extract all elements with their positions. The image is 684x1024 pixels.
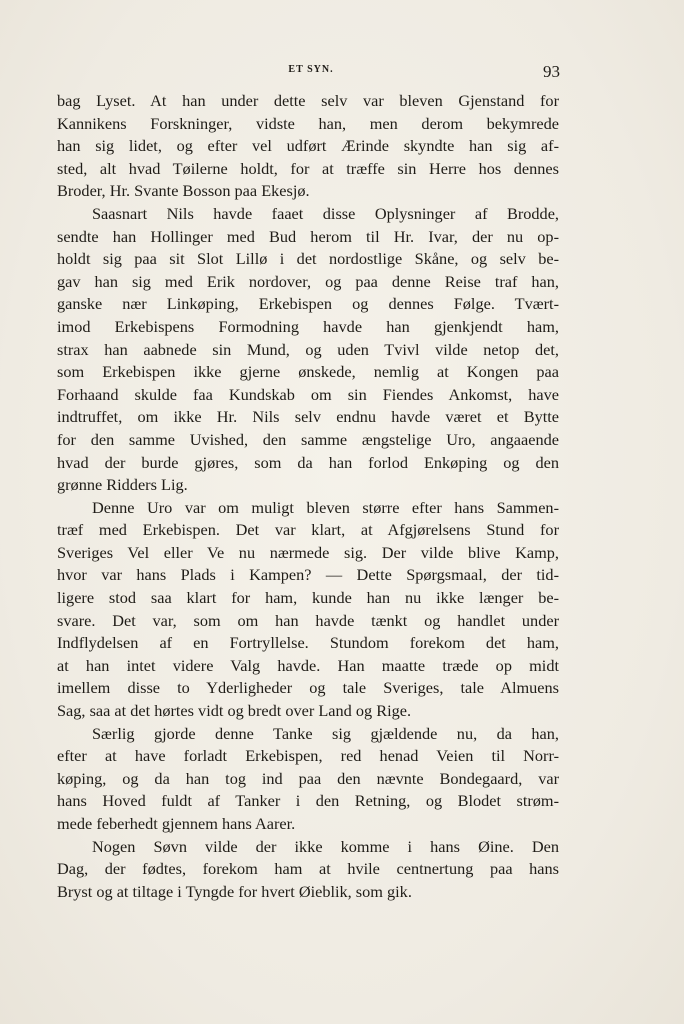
text-line: bag Lyset. At han under dette selv var bleven Gjenstand for [57, 91, 559, 110]
page-number: 93 [543, 62, 560, 81]
text-line: hvad der burde gjøres, som da han forlod Enkøping og den [57, 452, 559, 472]
paragraph-1 [57, 90, 559, 203]
text-line: Sveriges Vel eller Ve nu nærmede sig. Der vilde blive Kamp, [57, 542, 559, 562]
text-line: holdt sig paa sit Slot Lillø i det nordostlige Skåne, og selv be- [57, 249, 559, 269]
paragraph-4 [57, 723, 559, 836]
text-line: Særlig gjorde denne Tanke sig gjældende nu, da han, [92, 723, 559, 743]
paragraph-5 [57, 836, 559, 904]
text-line: Denne Uro var om muligt bleven større efter hans Sammen- [92, 497, 559, 517]
text-line: hvor var hans Plads i Kampen? — Dette Spørgsmaal, der tid- [57, 565, 559, 585]
text-line: mede feberhedt gjennem hans Aarer. [57, 814, 296, 833]
text-line: Sag, saa at det hørtes vidt og bredt over Land og Rige. [57, 701, 412, 721]
text-line: sted, alt hvad Tøilerne holdt, for at træffe sin Herre hos dennes [57, 158, 559, 178]
text-line: Saasnart Nils havde faaet disse Oplysninger af Brodde, [92, 203, 559, 223]
body-text [57, 90, 559, 903]
text-line: ganske nær Linkøping, Erkebispen og dennes Følge. Tvært- [57, 294, 559, 314]
text-line: Nogen Søvn vilde der ikke komme i hans Øine. Den [92, 836, 559, 856]
text-line: imellem disse to Yderligheder og tale Sveriges, tale Almuens [57, 678, 559, 698]
text-line: strax han aabnede sin Mund, og uden Tvivl vilde netop det, [57, 339, 559, 359]
text-line: for den samme Uvished, den samme ængstelige Uro, angaaende [57, 429, 559, 449]
text-line: køping, og da han tog ind paa den nævnte Bondegaard, var [57, 768, 559, 788]
text-line: Forhaand skulde faa Kundskab om sin Fiendes Ankomst, have [57, 384, 559, 404]
text-line: Broder, Hr. Svante Bosson paa Ekesjø. [57, 181, 310, 201]
text-line: imod Erkebispens Formodning havde han gjenkjendt ham, [57, 316, 559, 336]
paragraph-2 [57, 203, 559, 497]
text-line: Dag, der fødtes, forekom ham at hvile centnertung paa hans [57, 859, 559, 879]
text-line: ligere stod saa klart for ham, kunde han nu ikke længer be- [57, 588, 559, 608]
text-line: grønne Ridders Lig. [57, 475, 188, 495]
text-line: indtruffet, om ikke Hr. Nils selv endnu havde været et Bytte [57, 407, 559, 427]
text-line: hans Hoved fuldt af Tanker i den Retning, og Blodet strøm- [57, 791, 559, 811]
text-line: Indflydelsen af en Fortryllelse. Stundom forekom det ham, [57, 633, 559, 653]
text-line: efter at have forladt Erkebispen, red henad Veien til Norr- [57, 746, 559, 766]
text-line: at han intet videre Valg havde. Han maatte træde op midt [57, 655, 559, 675]
text-line: svare. Det var, som om han havde tænkt og handlet under [57, 610, 559, 630]
paragraph-3 [57, 497, 559, 723]
text-line: han sig lidet, og efter vel udført Ærinde skyndte han sig af- [57, 136, 559, 156]
text-line: træf med Erkebispen. Det var klart, at Afgjørelsens Stund for [57, 520, 559, 540]
text-line: gav han sig med Erik nordover, og paa denne Reise traf han, [57, 271, 559, 291]
text-line: som Erkebispen ikke gjerne ønskede, nemlig at Kongen paa [57, 362, 559, 382]
text-line: Kannikens Forskninger, vidste han, men derom bekymrede [57, 113, 559, 133]
running-title: ET SYN. [288, 64, 334, 75]
text-line: sendte han Hollinger med Bud herom til Hr. Ivar, der nu op- [57, 226, 559, 246]
text-line: Bryst og at tiltage i Tyngde for hvert Øieblik, som gik. [57, 881, 412, 901]
